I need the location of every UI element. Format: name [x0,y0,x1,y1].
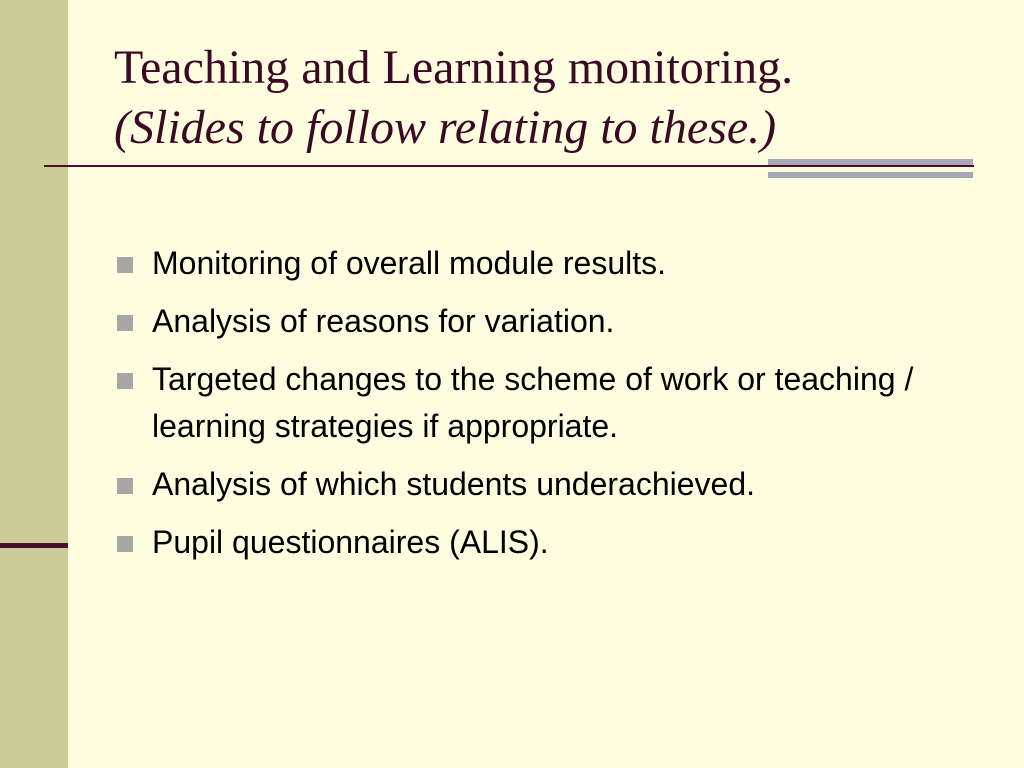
bullet-text: Pupil questionnaires (ALIS). [152,524,549,560]
bullet-item [114,461,994,508]
bullet-item [114,240,994,287]
bullet-item [114,356,994,450]
title-underline-rule [44,165,974,167]
bullet-text: Monitoring of overall module results. [152,245,667,281]
square-bullet-icon [117,478,133,494]
accent-rule-top [768,159,973,165]
slide-subtitle: (Slides to follow relating to these.) [114,101,777,154]
title-block [114,38,994,158]
bullet-item [114,298,994,345]
square-bullet-icon [117,373,133,389]
bullet-text: Targeted changes to the scheme of work or teaching / learning strategies if appropriate. [152,361,914,444]
left-side-bar [0,0,68,768]
slide-title: Teaching and Learning monitoring. [114,41,794,94]
square-bullet-icon [117,315,133,331]
square-bullet-icon [117,536,133,552]
bullet-list [114,240,994,577]
bullet-text: Analysis of reasons for variation. [152,303,615,339]
square-bullet-icon [117,257,133,273]
bullet-item [114,519,994,566]
bullet-text: Analysis of which students underachieved. [152,466,756,502]
left-side-rule [0,543,68,548]
accent-rule-bottom [768,172,973,178]
